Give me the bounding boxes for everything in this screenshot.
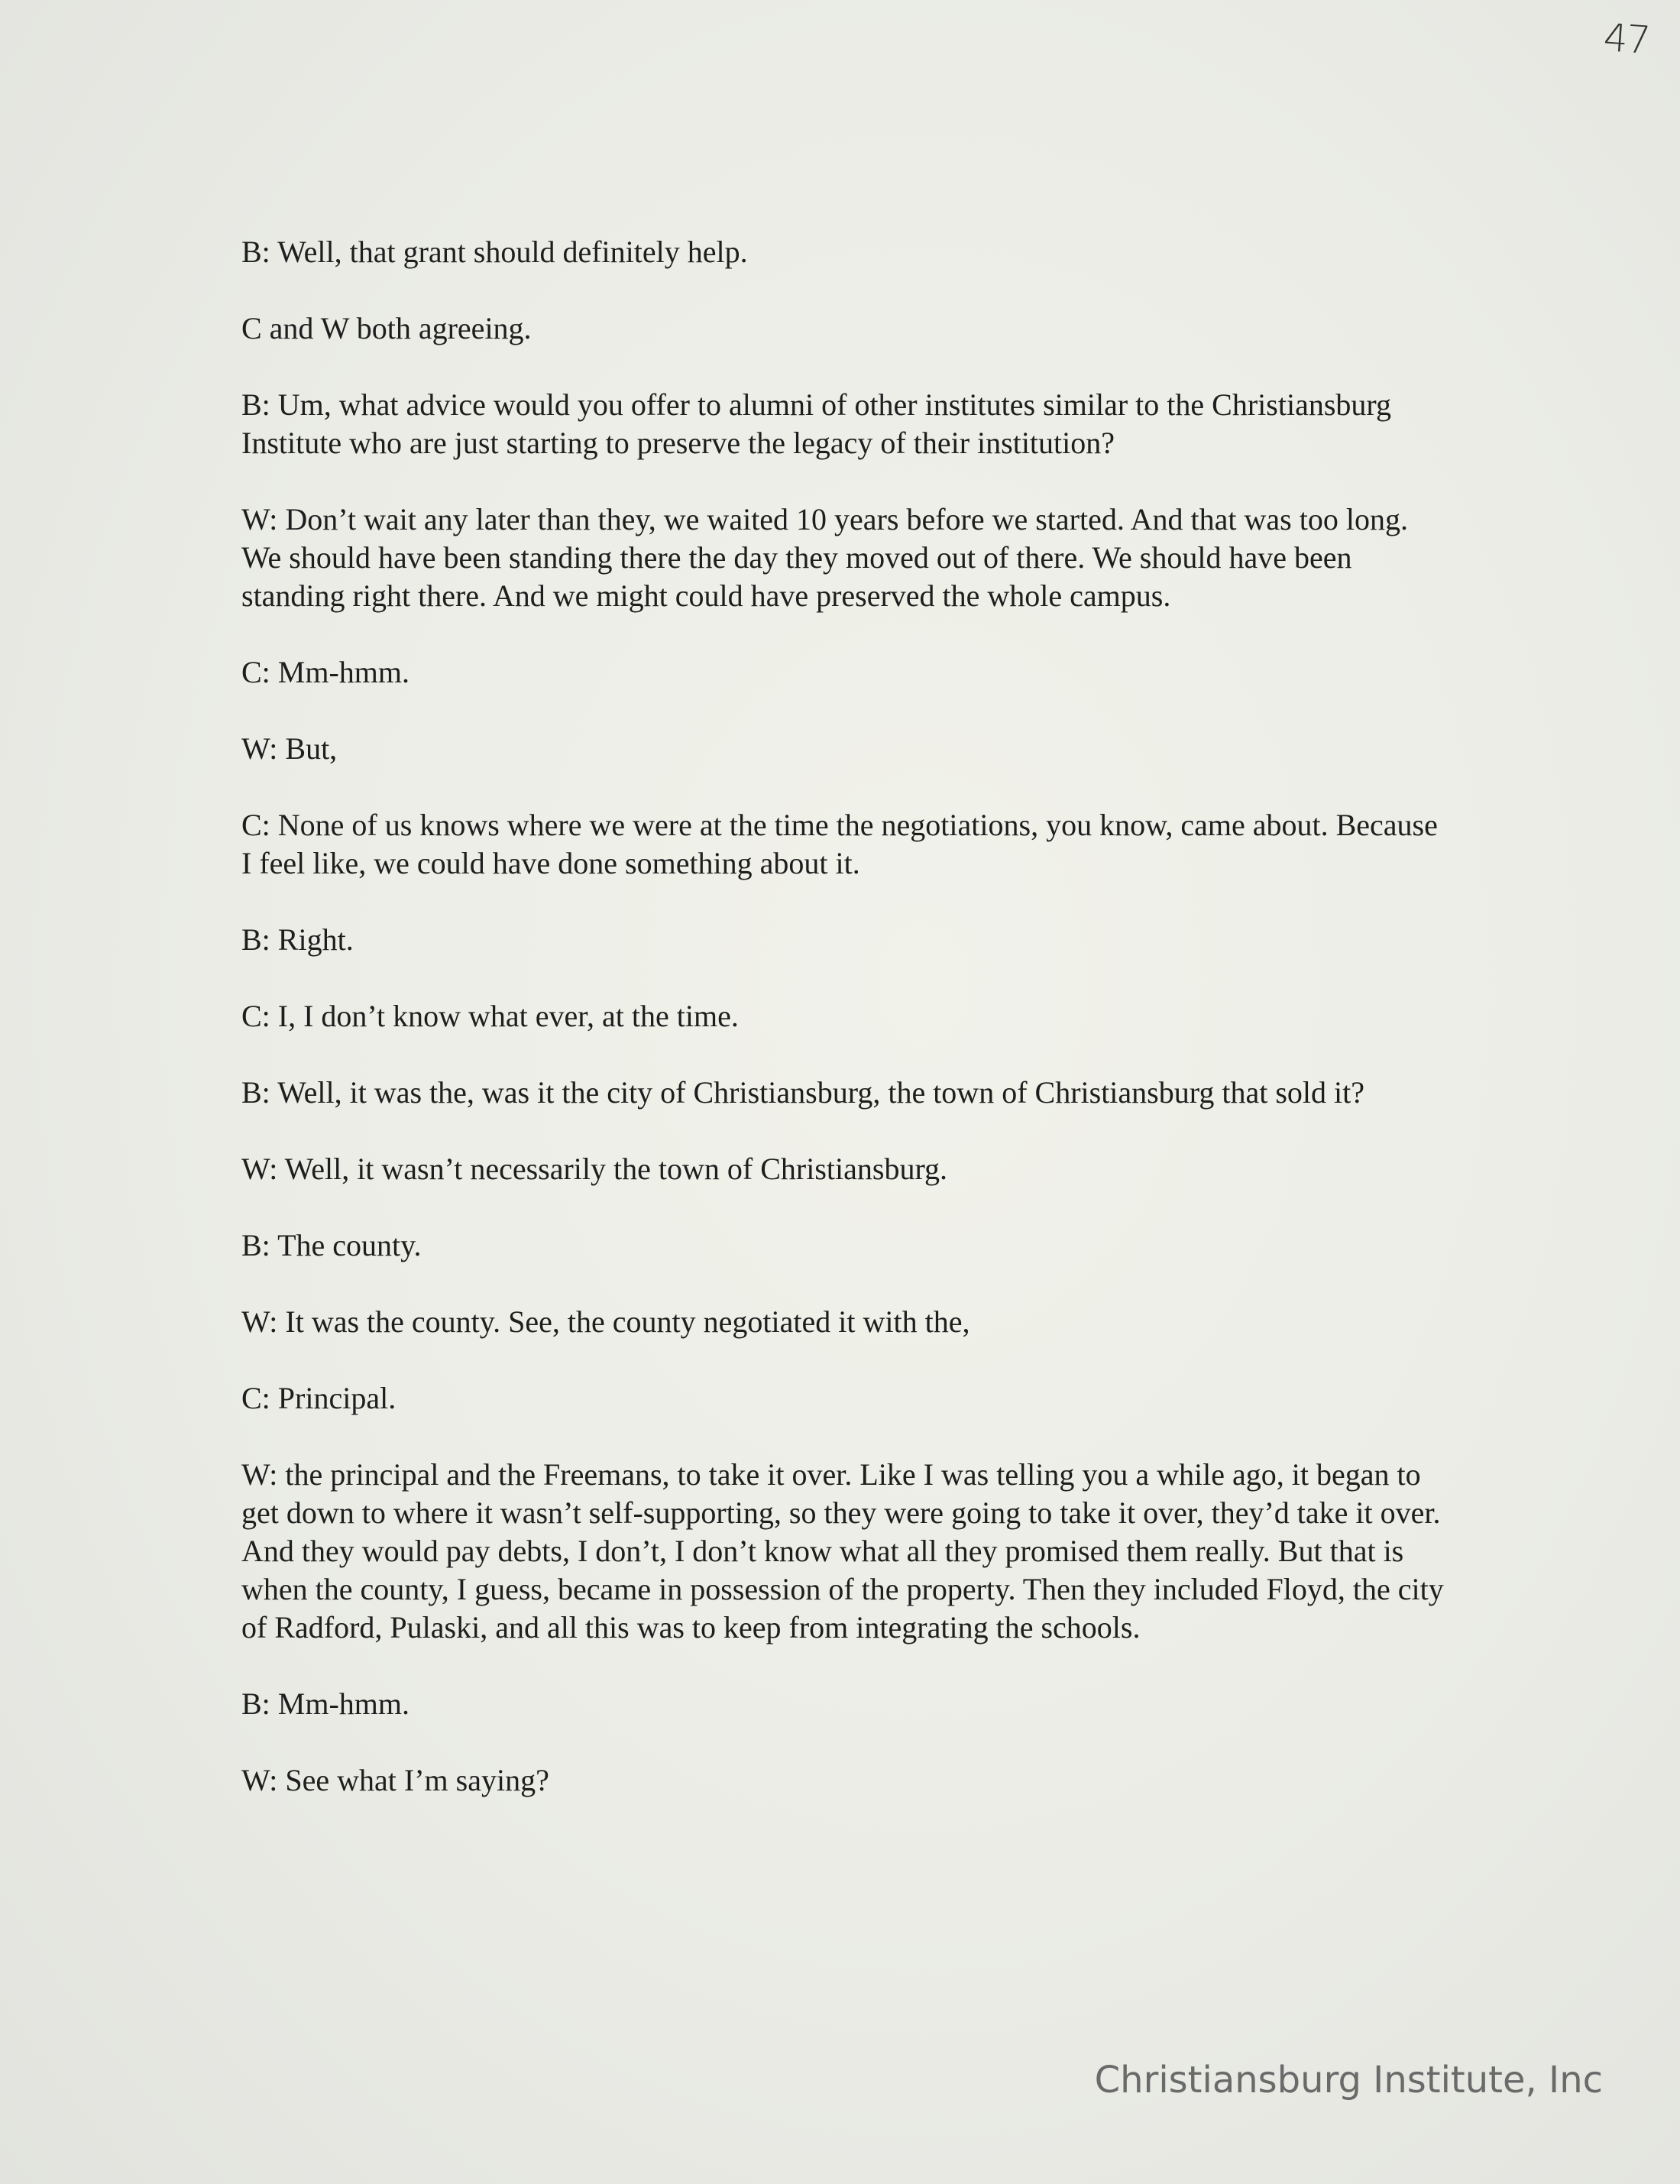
transcript-paragraph: B: Um, what advice would you offer to alumni of other institutes similar to the Christiansburg Institute who are just starting to preserve the legacy of their institution? bbox=[241, 387, 1391, 460]
transcript-paragraph: B: Right. bbox=[241, 922, 354, 957]
transcript-paragraph: C and W both agreeing. bbox=[241, 311, 532, 345]
transcript-paragraph: W: Don’t wait any later than they, we waited 10 years before we started. And that was too long. We should have been standing there the day they moved out of there. We should have been standing right there. And we might could have preserved the whole campus. bbox=[241, 502, 1408, 613]
transcript-paragraph: C: I, I don’t know what ever, at the time. bbox=[241, 999, 739, 1033]
transcript-paragraph: B: Mm-hmm. bbox=[241, 1687, 410, 1721]
page-number: 47 bbox=[1602, 15, 1651, 63]
transcript-paragraph: W: It was the county. See, the county negotiated it with the, bbox=[241, 1304, 970, 1339]
transcript-paragraph: W: See what I’m saying? bbox=[241, 1763, 549, 1797]
transcript-paragraph: B: Well, it was the, was it the city of Christiansburg, the town of Christiansburg that sold it? bbox=[241, 1075, 1364, 1110]
transcript-paragraph: C: Principal. bbox=[241, 1381, 397, 1415]
transcript-paragraph: C: None of us knows where we were at the time the negotiations, you know, came about. Because I feel like, we could have done something about it. bbox=[241, 808, 1438, 880]
transcript-paragraph: W: But, bbox=[241, 731, 338, 766]
transcript-paragraph: W: Well, it wasn’t necessarily the town of Christiansburg. bbox=[241, 1152, 948, 1186]
transcript-paragraph: C: Mm-hmm. bbox=[241, 655, 410, 689]
transcript-paragraph: W: the principal and the Freemans, to take it over. Like I was telling you a while ago, it began to get down to where it wasn’t self-supporting, so they were going to take it over, they’d take it over. And they would pay debts, I don’t, I don’t know what all they promised them really. But that is when the county, I guess, became in possession of the property. Then they included Floyd, the city of Radford, Pulaski, and all this was to keep from integrating the schools. bbox=[241, 1457, 1444, 1644]
transcript-paragraph: B: The county. bbox=[241, 1228, 422, 1262]
transcript-paragraph: B: Well, that grant should definitely help. bbox=[241, 235, 748, 269]
transcript bbox=[241, 233, 1449, 1838]
watermark: Christiansburg Institute, Inc bbox=[1094, 2059, 1603, 2101]
